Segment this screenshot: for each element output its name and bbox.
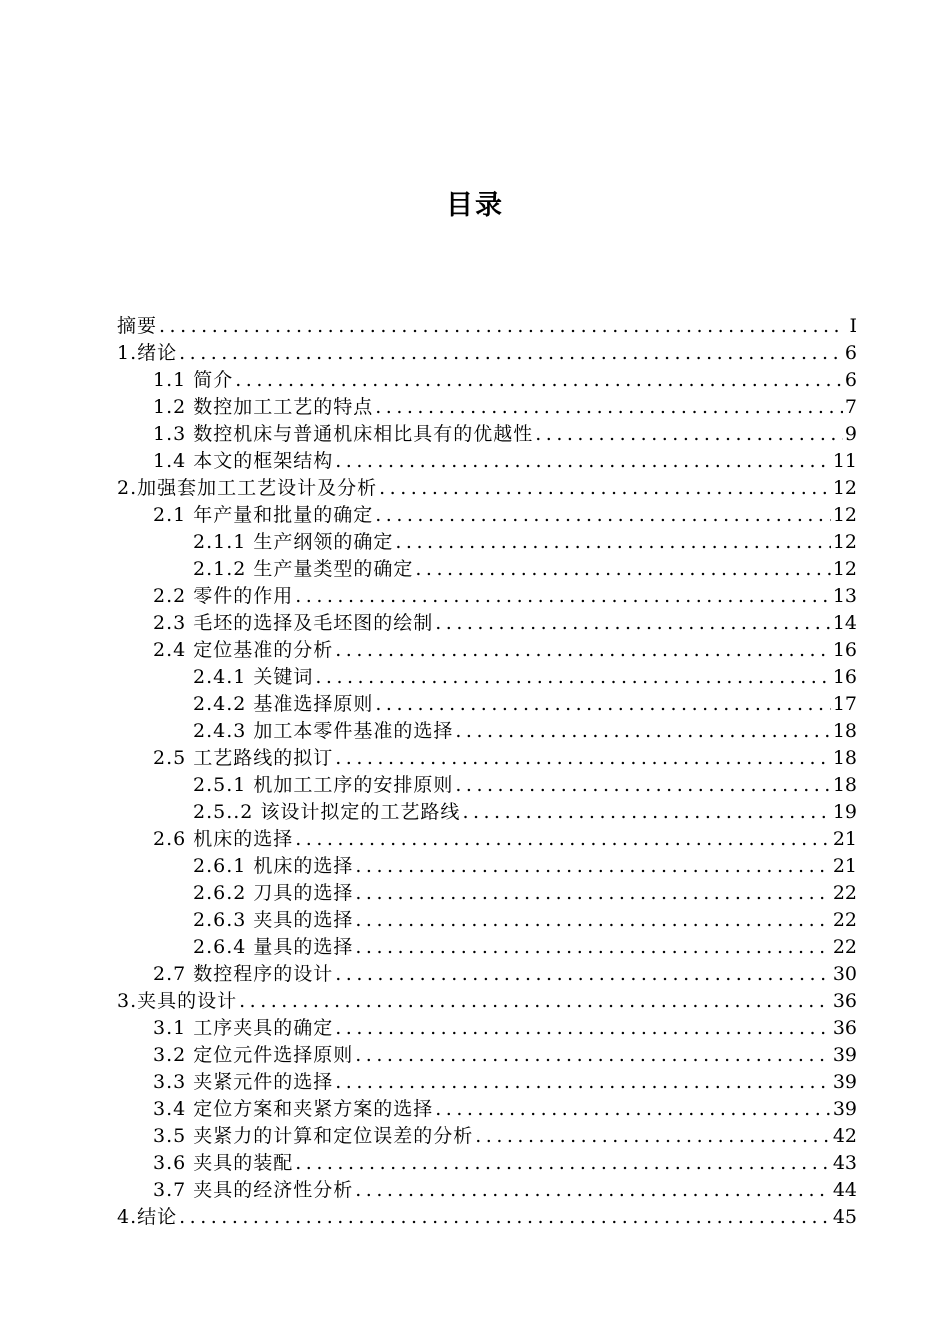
toc-dot-leader [335, 1069, 831, 1096]
toc-dot-leader [462, 799, 830, 826]
toc-entry-page-number: 12 [832, 504, 857, 526]
toc-dot-leader [159, 313, 843, 340]
toc-dot-leader [239, 988, 831, 1015]
toc-entry-page-number: 16 [832, 666, 857, 688]
toc-entry-page-number: 9 [844, 423, 857, 445]
toc-entry-label: 2.1 年产量和批量的确定 [153, 504, 374, 526]
toc-entry-label: 3.6 夹具的装配 [153, 1152, 294, 1174]
toc-entry[interactable] [117, 502, 857, 529]
toc-entry-page-number: 19 [832, 801, 857, 823]
toc-entry-label: 1.1 简介 [153, 369, 234, 391]
toc-dot-leader [355, 880, 830, 907]
toc-entry[interactable] [117, 421, 857, 448]
toc-entry[interactable] [117, 340, 857, 367]
toc-entry[interactable] [117, 907, 857, 934]
toc-entry-label: 3.3 夹紧元件的选择 [153, 1071, 334, 1093]
toc-entry[interactable] [117, 637, 857, 664]
toc-entry-page-number: 14 [832, 612, 857, 634]
toc-entry-label: 3.5 夹紧力的计算和定位误差的分析 [153, 1125, 474, 1147]
toc-entry-label: 2.7 数控程序的设计 [153, 963, 334, 985]
toc-entry-label: 2.1.2 生产量类型的确定 [193, 558, 414, 580]
toc-entry-page-number: 22 [832, 882, 857, 904]
toc-dot-leader [315, 664, 830, 691]
toc-entry-page-number: 18 [832, 720, 857, 742]
toc-entry[interactable] [117, 745, 857, 772]
toc-entry[interactable] [117, 853, 857, 880]
toc-entry[interactable] [117, 934, 857, 961]
toc-entry-page-number: 21 [832, 855, 857, 877]
toc-entry-label: 4.结论 [117, 1206, 178, 1228]
toc-entry-page-number: 22 [832, 936, 857, 958]
toc-entry[interactable] [117, 394, 857, 421]
toc-dot-leader [435, 1096, 831, 1123]
toc-dot-leader [455, 718, 830, 745]
toc-dot-leader [375, 502, 831, 529]
toc-entry[interactable] [117, 610, 857, 637]
toc-entry[interactable] [117, 1123, 857, 1150]
toc-entry[interactable] [117, 529, 857, 556]
toc-entry-label: 2.6.2 刀具的选择 [193, 882, 354, 904]
toc-entry-label: 1.2 数控加工工艺的特点 [153, 396, 374, 418]
toc-entry-label: 2.4.2 基准选择原则 [193, 693, 374, 715]
toc-entry-page-number: 11 [832, 450, 857, 472]
toc-entry-page-number: 18 [832, 774, 857, 796]
toc-entry[interactable] [117, 880, 857, 907]
toc-entry[interactable] [117, 1177, 857, 1204]
toc-entry[interactable] [117, 1204, 857, 1231]
toc-dot-leader [355, 1042, 831, 1069]
toc-entry-label: 1.绪论 [117, 342, 178, 364]
toc-entry-page-number: 39 [832, 1044, 857, 1066]
toc-entry-label: 3.7 夹具的经济性分析 [153, 1179, 354, 1201]
toc-dot-leader [375, 394, 843, 421]
toc-entry-label: 2.3 毛坯的选择及毛坯图的绘制 [153, 612, 434, 634]
toc-entry-label: 2.4.1 关键词 [193, 666, 314, 688]
toc-entry[interactable] [117, 664, 857, 691]
toc-entry-page-number: I [849, 315, 857, 337]
toc-entry-page-number: 30 [832, 963, 857, 985]
toc-entry[interactable] [117, 1069, 857, 1096]
toc-dot-leader [335, 637, 831, 664]
toc-entry[interactable] [117, 826, 857, 853]
table-of-contents [117, 313, 857, 1231]
toc-dot-leader [379, 475, 831, 502]
toc-entry[interactable] [117, 556, 857, 583]
toc-dot-leader [335, 1015, 831, 1042]
toc-entry[interactable] [117, 1150, 857, 1177]
toc-entry-page-number: 42 [832, 1125, 857, 1147]
toc-entry-label: 2.4.3 加工本零件基准的选择 [193, 720, 454, 742]
toc-dot-leader [235, 367, 843, 394]
toc-dot-leader [355, 907, 830, 934]
toc-dot-leader [295, 583, 831, 610]
toc-dot-leader [295, 826, 831, 853]
toc-entry-label: 2.6.1 机床的选择 [193, 855, 354, 877]
toc-entry-page-number: 12 [832, 558, 857, 580]
toc-dot-leader [355, 934, 830, 961]
toc-entry[interactable] [117, 961, 857, 988]
toc-entry-page-number: 7 [844, 396, 857, 418]
toc-dot-leader [355, 1177, 831, 1204]
toc-entry[interactable] [117, 313, 857, 340]
toc-entry-page-number: 13 [832, 585, 857, 607]
toc-entry[interactable] [117, 367, 857, 394]
toc-entry-page-number: 43 [832, 1152, 857, 1174]
toc-entry-page-number: 36 [832, 990, 857, 1012]
toc-entry[interactable] [117, 772, 857, 799]
toc-entry[interactable] [117, 691, 857, 718]
toc-entry-page-number: 22 [832, 909, 857, 931]
page-title: 目录 [446, 190, 504, 221]
toc-dot-leader [395, 529, 830, 556]
toc-entry-page-number: 12 [832, 477, 857, 499]
toc-entry[interactable] [117, 1015, 857, 1042]
toc-entry-page-number: 16 [832, 639, 857, 661]
toc-dot-leader [535, 421, 843, 448]
toc-entry-label: 2.1.1 生产纲领的确定 [193, 531, 394, 553]
toc-entry-label: 2.2 零件的作用 [153, 585, 294, 607]
toc-entry[interactable] [117, 1096, 857, 1123]
toc-entry[interactable] [117, 583, 857, 610]
toc-dot-leader [179, 1204, 831, 1231]
toc-entry-label: 2.6 机床的选择 [153, 828, 294, 850]
toc-entry-label: 2.5..2 该设计拟定的工艺路线 [193, 801, 461, 823]
toc-entry-page-number: 39 [832, 1098, 857, 1120]
toc-entry[interactable] [117, 799, 857, 826]
toc-dot-leader [335, 961, 831, 988]
toc-entry-page-number: 6 [844, 369, 857, 391]
toc-entry[interactable] [117, 718, 857, 745]
toc-entry-label: 2.5.1 机加工工序的安排原则 [193, 774, 454, 796]
toc-entry[interactable] [117, 1042, 857, 1069]
toc-entry-label: 1.3 数控机床与普通机床相比具有的优越性 [153, 423, 534, 445]
toc-entry-label: 3.夹具的设计 [117, 990, 238, 1012]
toc-entry-label: 1.4 本文的框架结构 [153, 450, 334, 472]
toc-entry-label: 2.4 定位基准的分析 [153, 639, 334, 661]
toc-dot-leader [335, 745, 831, 772]
toc-entry-label: 3.1 工序夹具的确定 [153, 1017, 334, 1039]
toc-entry-label: 2.加强套加工工艺设计及分析 [117, 477, 378, 499]
toc-dot-leader [435, 610, 831, 637]
toc-dot-leader [415, 556, 830, 583]
toc-entry-label: 2.5 工艺路线的拟订 [153, 747, 334, 769]
toc-dot-leader [179, 340, 843, 367]
toc-dot-leader [295, 1150, 831, 1177]
toc-entry-page-number: 45 [832, 1206, 857, 1228]
toc-entry-label: 摘要 [117, 315, 158, 337]
toc-entry-page-number: 18 [832, 747, 857, 769]
toc-entry-label: 2.6.4 量具的选择 [193, 936, 354, 958]
toc-entry-page-number: 39 [832, 1071, 857, 1093]
toc-entry-page-number: 12 [832, 531, 857, 553]
toc-entry-label: 3.2 定位元件选择原则 [153, 1044, 354, 1066]
toc-entry-label: 2.6.3 夹具的选择 [193, 909, 354, 931]
toc-dot-leader [335, 448, 831, 475]
toc-entry-page-number: 6 [844, 342, 857, 364]
toc-entry-label: 3.4 定位方案和夹紧方案的选择 [153, 1098, 434, 1120]
toc-entry[interactable] [117, 448, 857, 475]
toc-entry[interactable] [117, 475, 857, 502]
toc-dot-leader [355, 853, 830, 880]
toc-entry[interactable] [117, 988, 857, 1015]
toc-dot-leader [475, 1123, 831, 1150]
toc-dot-leader [375, 691, 830, 718]
toc-entry-page-number: 44 [832, 1179, 857, 1201]
toc-entry-page-number: 17 [832, 693, 857, 715]
toc-dot-leader [455, 772, 830, 799]
toc-entry-page-number: 21 [832, 828, 857, 850]
toc-entry-page-number: 36 [832, 1017, 857, 1039]
